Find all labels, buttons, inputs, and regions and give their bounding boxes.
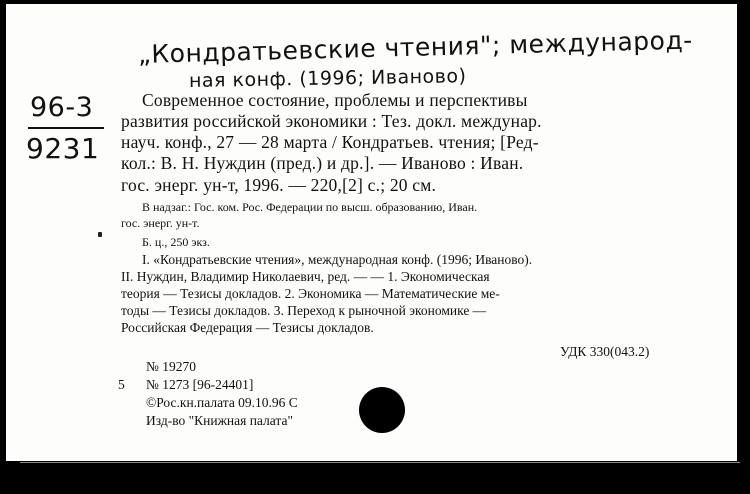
footer-prefix: 5	[118, 377, 125, 392]
ink-mark	[98, 232, 102, 237]
tracing-line-1: I. «Кондратьевские чтения», международная конф. (1996; Иваново).	[142, 252, 533, 267]
copies-info: Б. ц., 250 экз.	[142, 235, 210, 249]
ink-seal-blot	[359, 387, 405, 433]
publisher-line: Изд-во "Книжная палата"	[146, 413, 293, 428]
handwritten-title-line2: ная конф. (1996; Иваново)	[188, 65, 467, 92]
tracing-line-3: теория — Тезисы докладов. 2. Экономика — Математические ме-	[121, 286, 500, 301]
udk-classification: УДК 330(043.2)	[560, 344, 650, 359]
tracing-line-2: II. Нуждин, Владимир Николаевич, ред. — — 1. Экономическая	[121, 269, 490, 284]
card-edge	[20, 462, 740, 463]
copyright-line: ©Рос.кн.палата 09.10.96 С	[146, 395, 298, 410]
handwritten-title-line1: „Кондратьевские чтения"; международ-	[137, 25, 694, 69]
note-line-2: гос. энерг. ун-т.	[121, 216, 200, 230]
tracing-line-5: Российская Федерация — Тезисы докладов.	[121, 320, 374, 335]
call-number-bottom: 9231	[26, 132, 100, 165]
entry-line-2: развития российской экономики : Тез. докл. междунар.	[121, 111, 542, 131]
registration-number: № 1273 [96-24401]	[146, 377, 254, 392]
catalog-card	[6, 4, 737, 461]
call-number-top: 96-3	[30, 92, 94, 123]
tracing-line-4: тоды — Тезисы докладов. 3. Переход к рыночной экономике —	[121, 303, 487, 318]
entry-line-3: науч. конф., 27 — 28 марта / Кондратьев. чтения; [Ред-	[121, 132, 539, 152]
note-line-1: В надзаг.: Гос. ком. Рос. Федерации по высш. образованию, Иван.	[142, 200, 478, 214]
entry-line-4: кол.: В. Н. Нуждин (пред.) и др.]. — Иваново : Иван.	[121, 153, 524, 173]
entry-line-1: Современное состояние, проблемы и перспективы	[142, 90, 528, 110]
entry-line-5: гос. энерг. ун-т, 1996. — 220,[2] с.; 20 см.	[121, 175, 437, 195]
scan-border	[0, 466, 750, 494]
call-number-divider	[28, 127, 104, 129]
card-number: № 19270	[146, 359, 197, 374]
